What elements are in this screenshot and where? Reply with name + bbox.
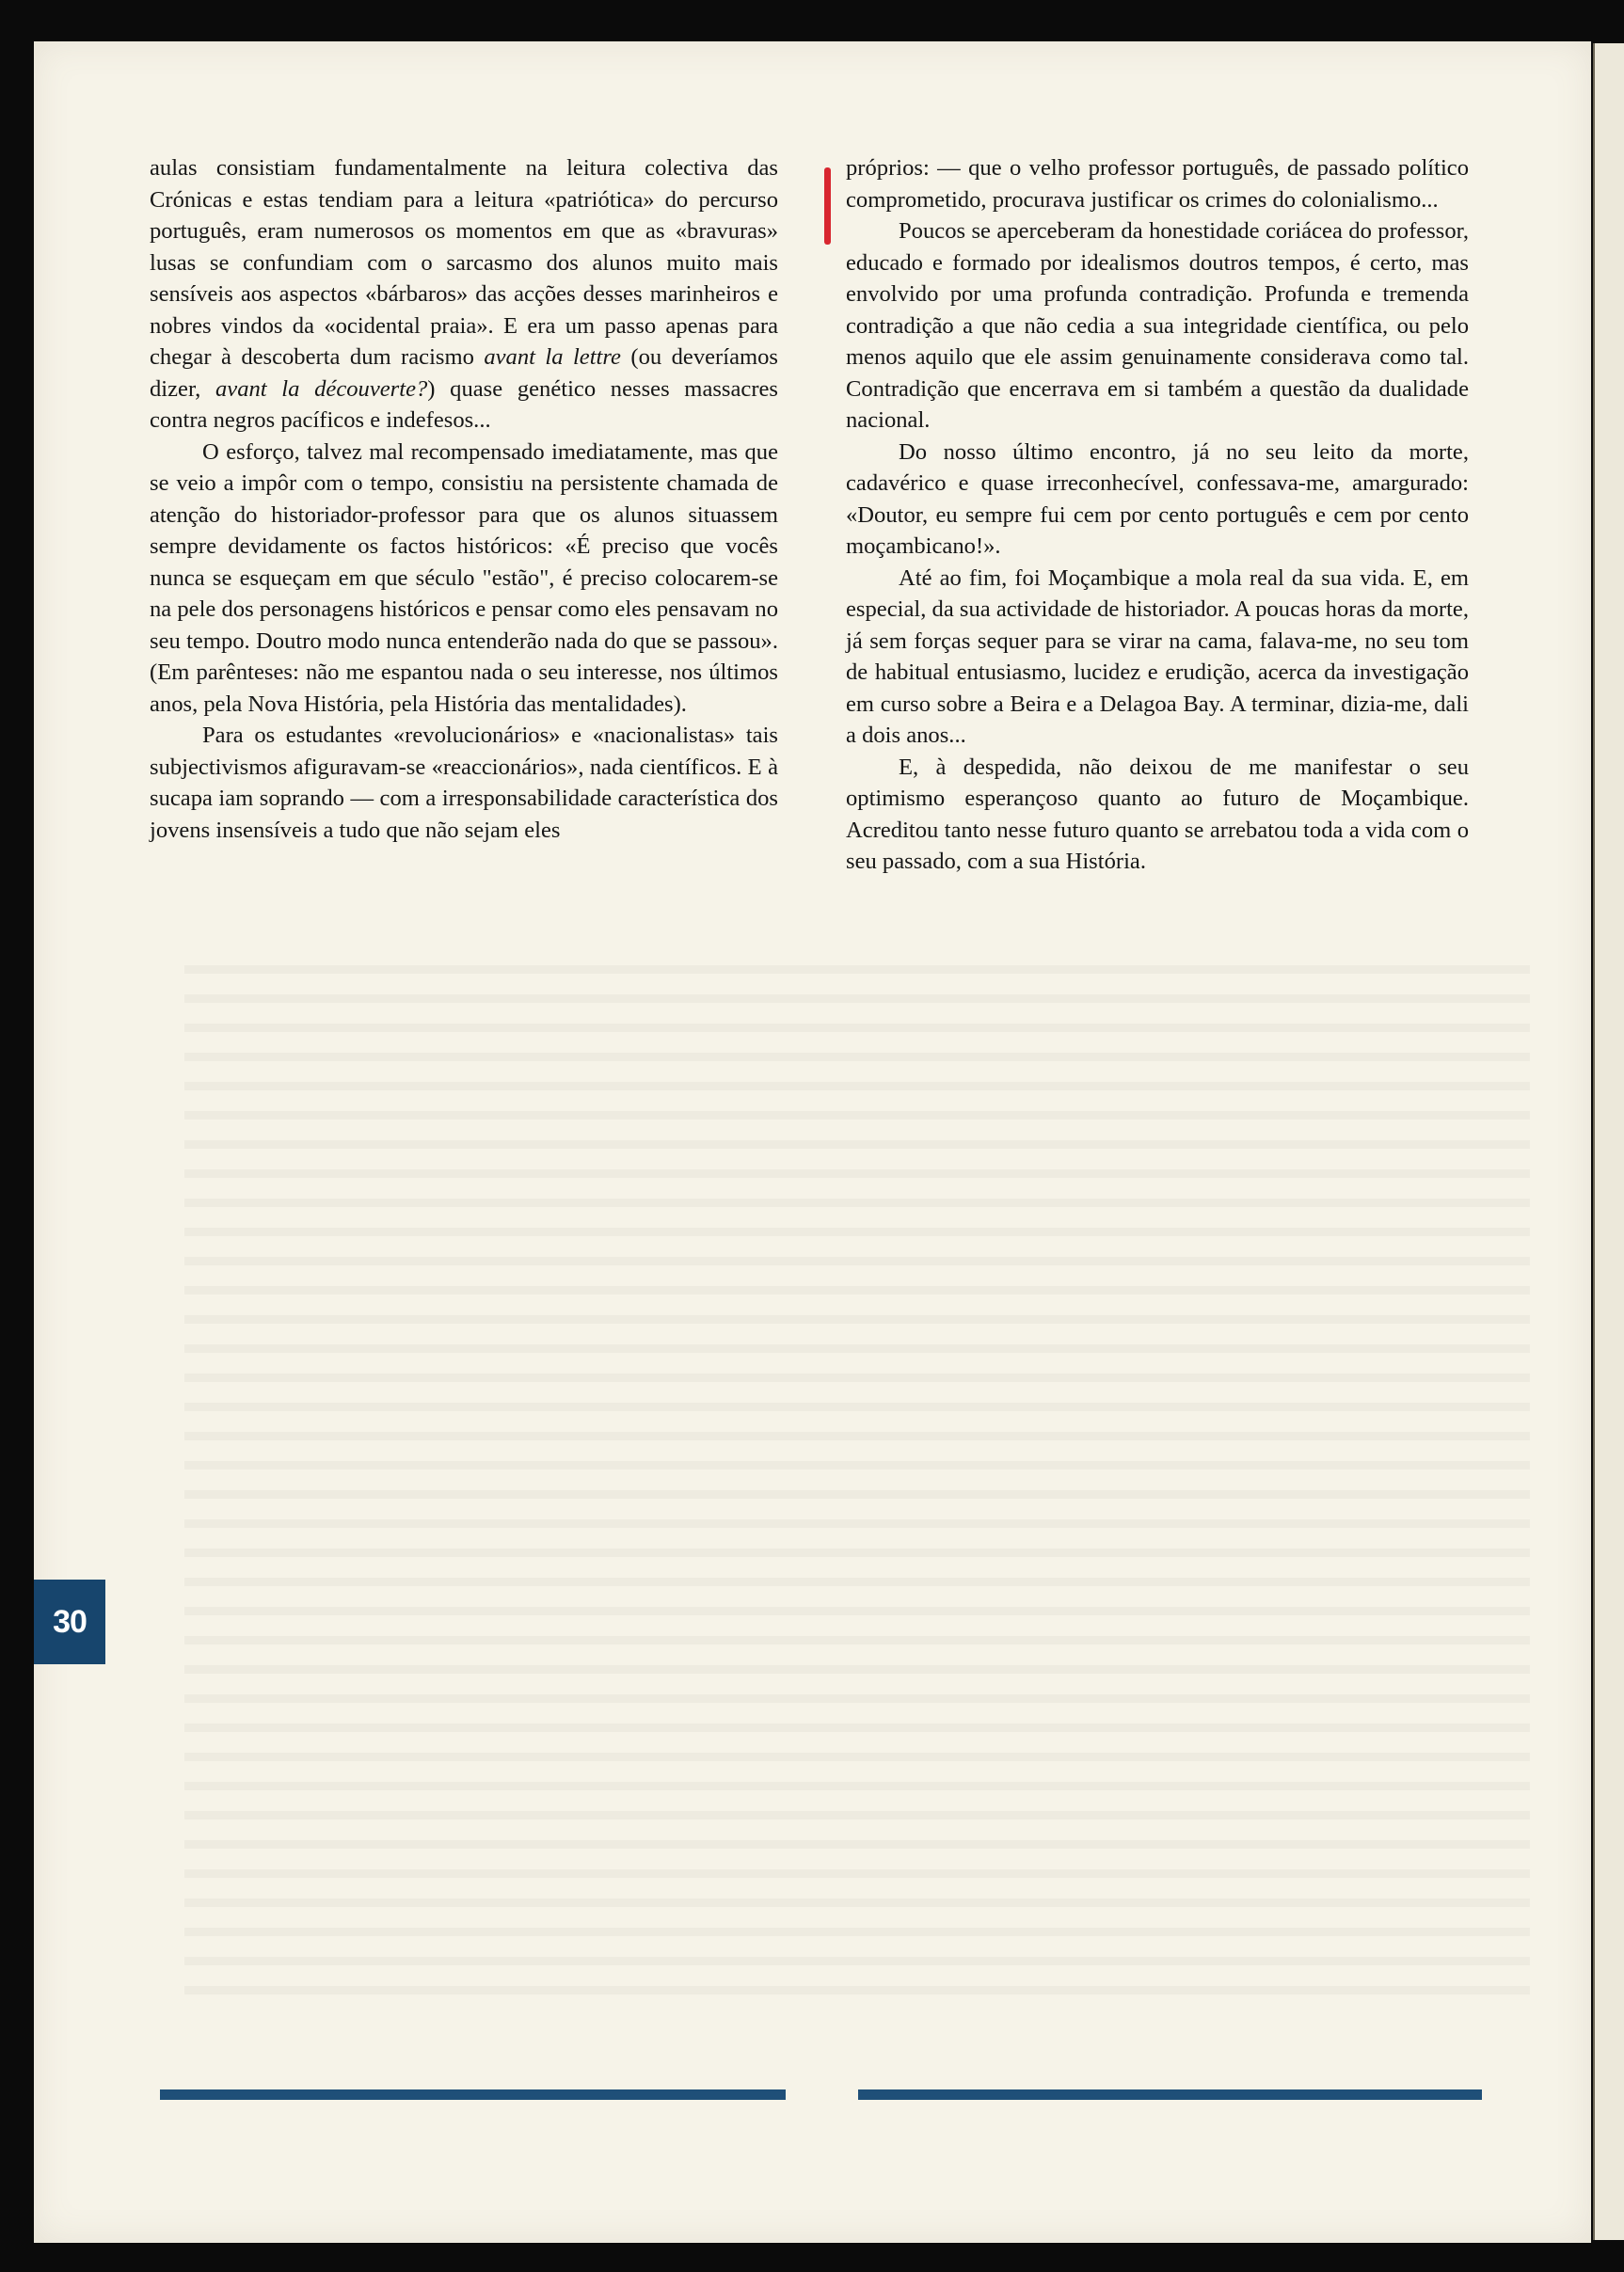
- adjacent-page-edge: [1593, 43, 1624, 2240]
- right-paragraph-1: próprios: — que o velho professor português, de passado político comprometido, procurava justificar os crimes do colonialismo...: [846, 155, 1469, 213]
- left-paragraph-3: Para os estudantes «revolucionários» e «nacionalistas» tais subjectivismos afiguravam-se «reaccionários», nada científicos. E à sucapa iam soprando — com a irresponsabilidade característica dos jovens insensíveis a tudo que não sejam eles: [150, 723, 778, 843]
- left-paragraph-1: aulas consistiam fundamentalmente na leitura colectiva das Crónicas e estas tendiam para a leitura «patriótica» do percurso português, eram numerosos os momentos em que as «bravuras» lusas se confundiam com o sarcasmo dos alunos muito mais sensíveis aos aspectos «bárbaros» das acções desses marinheiros e nobres vindos da «ocidental praia». E era um passo apenas para chegar à descoberta dum racismo avant la lettre (ou deveríamos dizer, avant la découverte?) quase genético nesses massacres contra negros pacíficos e indefesos...: [150, 155, 779, 433]
- right-paragraph-4: Até ao fim, foi Moçambique a mola real da sua vida. E, em especial, da sua actividade de historiador. A poucas horas da morte, já sem forças sequer para se virar na cama, falava-me, no seu tom de habitual entusiasmo, lucidez e erudição, acerca da investigação em curso sobre a Beira e a Delagoa Bay. A terminar, dizia-me, dali a dois anos...: [846, 564, 1469, 748]
- right-paragraph-5: E, à despedida, não deixou de me manifestar o seu optimismo esperançoso quanto ao futuro de Moçambique. Acreditou tanto nesse futuro quanto se arrebatou toda a vida com o seu passado, com a sua História.: [846, 754, 1469, 874]
- footer-rule-left: [160, 2089, 786, 2100]
- show-through-texture: [184, 945, 1530, 1998]
- page-number-badge: 30: [34, 1580, 105, 1664]
- left-text-column: [150, 152, 778, 846]
- left-paragraph-2: O esforço, talvez mal recompensado imediatamente, mas que se veio a impôr com o tempo, consistiu na persistente chamada de atenção do historiador-professor para que os alunos situassem sempre devidamente os factos históricos: «É preciso que vocês nunca se esqueçam em que século "estão", é preciso colocarem-se na pele dos personagens históricos e pensar como eles pensavam no seu tempo. Doutro modo nunca entenderão nada do que se passou». (Em parênteses: não me espantou nada o seu interesse, nos últimos anos, pela Nova História, pela História das mentalidades).: [150, 438, 778, 717]
- margin-highlight-mark: [824, 167, 831, 245]
- right-paragraph-2: Poucos se aperceberam da honestidade coriácea do professor, educado e formado por idealismos doutros tempos, é certo, mas envolvido por uma profunda contradição. Profunda e tremenda contradição a que não cedia a sua integridade científica, ou pelo menos aquilo que ele assim genuinamente considerava como tal. Contradição que encerrava em si também a questão da dualidade nacional.: [846, 218, 1469, 433]
- right-paragraph-3: Do nosso último encontro, já no seu leito da morte, cadavérico e quase irreconhecível, confessava-me, amargurado: «Doutor, eu sempre fui cem por cento português e cem por cento moçambicano!».: [846, 438, 1469, 559]
- right-text-column: [846, 152, 1469, 878]
- footer-rule-right: [858, 2089, 1482, 2100]
